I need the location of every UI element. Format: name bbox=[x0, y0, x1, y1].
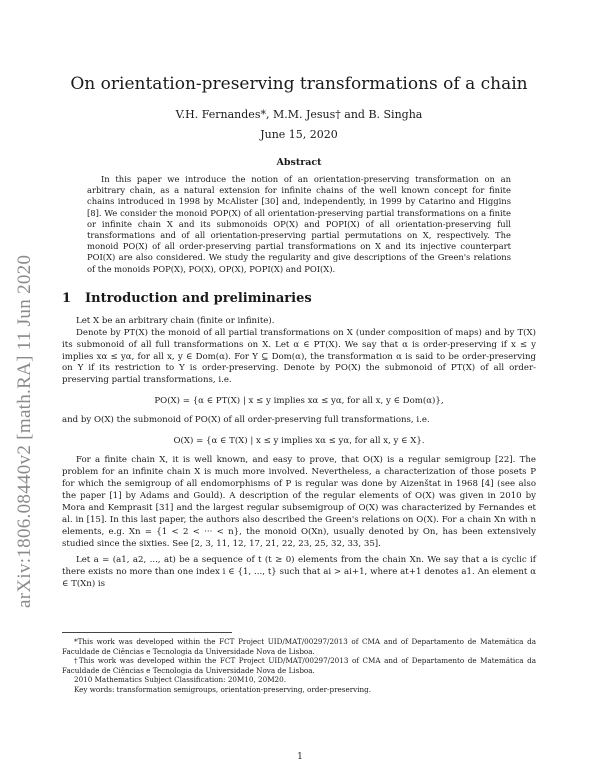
abstract-heading: Abstract bbox=[276, 157, 322, 168]
footnote-1: *This work was developed within the FCT Project UID/MAT/00297/2013 of CMA and of Departamento de Matemática da Faculdade de Ciências e Tecnologia da Universidade Nova de Lisboa. bbox=[62, 637, 536, 656]
paper-body bbox=[62, 74, 536, 591]
section-title: Introduction and preliminaries bbox=[85, 290, 312, 306]
section-heading bbox=[62, 291, 536, 306]
paragraph-3: and by O(X) the submonoid of PO(X) of all order-preserving full transformations, i.e. bbox=[62, 415, 430, 426]
page-number: 1 bbox=[297, 752, 303, 762]
paragraph-2: Denote by PT(X) the monoid of all partial transformations on X (under composition of maps) and by T(X) its submonoid of all full transformations on X. Let α ∈ PT(X). We say that α is order-preserving if x ≤ y implies xα ≤ yα, for all x, y ∈ Dom(α). For Y ⊆ Dom(α), the transformation α is said to be order-preserving on Y if its restriction to Y is order-preserving. Denote by PO(X) the submonoid of PT(X) of all order-preserving partial transformations, i.e. bbox=[62, 327, 536, 386]
abstract-text: In this paper we introduce the notion of an orientation-preserving transformation on an arbitrary chain, as a natural extension for infinite chains of the well known concept for finite chains introduced in 1998 by McAlister [30] and, independently, in 1999 by Catarino and Higgins [8]. We consider the monoid POP(X) of all orientation-preserving partial transformations on a finite or infinite chain X and its submonoids OP(X) and POPI(X) of all orientation-preserving full transformations and of all orientation-preserving partial permutations on X, respectively. The monoid PO(X) of all order-preserving partial transformations on X and its injective counterpart POI(X) are also considered. We study the regularity and give descriptions of the Green's relations of the monoids POP(X), PO(X), OP(X), POPI(X) and POI(X). bbox=[87, 174, 511, 274]
arxiv-identifier: arXiv:1806.08440v2 [math.RA] 11 Jun 2020 bbox=[14, 254, 35, 608]
paper-authors: V.H. Fernandes*, M.M. Jesus† and B. Singha bbox=[175, 108, 423, 121]
paragraph-1: Let X be an arbitrary chain (finite or infinite). bbox=[76, 315, 275, 326]
paper-title: On orientation-preserving transformations of a chain bbox=[70, 74, 528, 94]
footnotes bbox=[62, 632, 536, 695]
equation-o: O(X) = {α ∈ T(X) | x ≤ y implies xα ≤ yα, for all x, y ∈ X}. bbox=[173, 436, 425, 447]
keywords: Key words: transformation semigroups, orientation-preserving, order-preserving. bbox=[74, 684, 372, 694]
equation-po: PO(X) = {α ∈ PT(X) | x ≤ y implies xα ≤ yα, for all x, y ∈ Dom(α)}, bbox=[154, 396, 444, 407]
msc-classification: 2010 Mathematics Subject Classification: 20M10, 20M20. bbox=[74, 675, 286, 685]
paragraph-4: For a finite chain X, it is well known, and easy to prove, that O(X) is a regular semigroup [22]. The problem for an infinite chain X is much more involved. Nevertheless, a characterization of those posets P for which the semigroup of all endomorphisms of P is regular was done by Aizenštat in 1968 [4] (see also the paper [1] by Adams and Gould). A description of the regular elements of O(X) was given in 2010 by Mora and Kemprasit [31] and the largest regular subsemigroup of O(X) was characterized by Fernandes et al. in [15]. In this last paper, the authors also described the Green's relations on O(X). For a chain Xn with n elements, e.g. Xn = {1 < 2 < ··· < n}, the monoid O(Xn), usually denoted by On, has been extensively studied since the sixties. See [2, 3, 11, 12, 17, 21, 22, 23, 25, 32, 33, 35]. bbox=[62, 455, 536, 549]
paper-date: June 15, 2020 bbox=[260, 128, 338, 141]
footnote-rule bbox=[62, 632, 232, 633]
section-number: 1 bbox=[62, 290, 72, 306]
footnote-2: †This work was developed within the FCT Project UID/MAT/00297/2013 of CMA and of Departamento de Matemática da Faculdade de Ciências e Tecnologia da Universidade Nova de Lisboa. bbox=[62, 656, 536, 675]
paragraph-5: Let a = (a1, a2, ..., at) be a sequence of t (t ≥ 0) elements from the chain Xn. We say that a is cyclic if there exists no more than one index i ∈ {1, ..., t} such that ai > ai+1, where at+1 denotes a1. An element α ∈ T(Xn) is bbox=[62, 555, 536, 590]
